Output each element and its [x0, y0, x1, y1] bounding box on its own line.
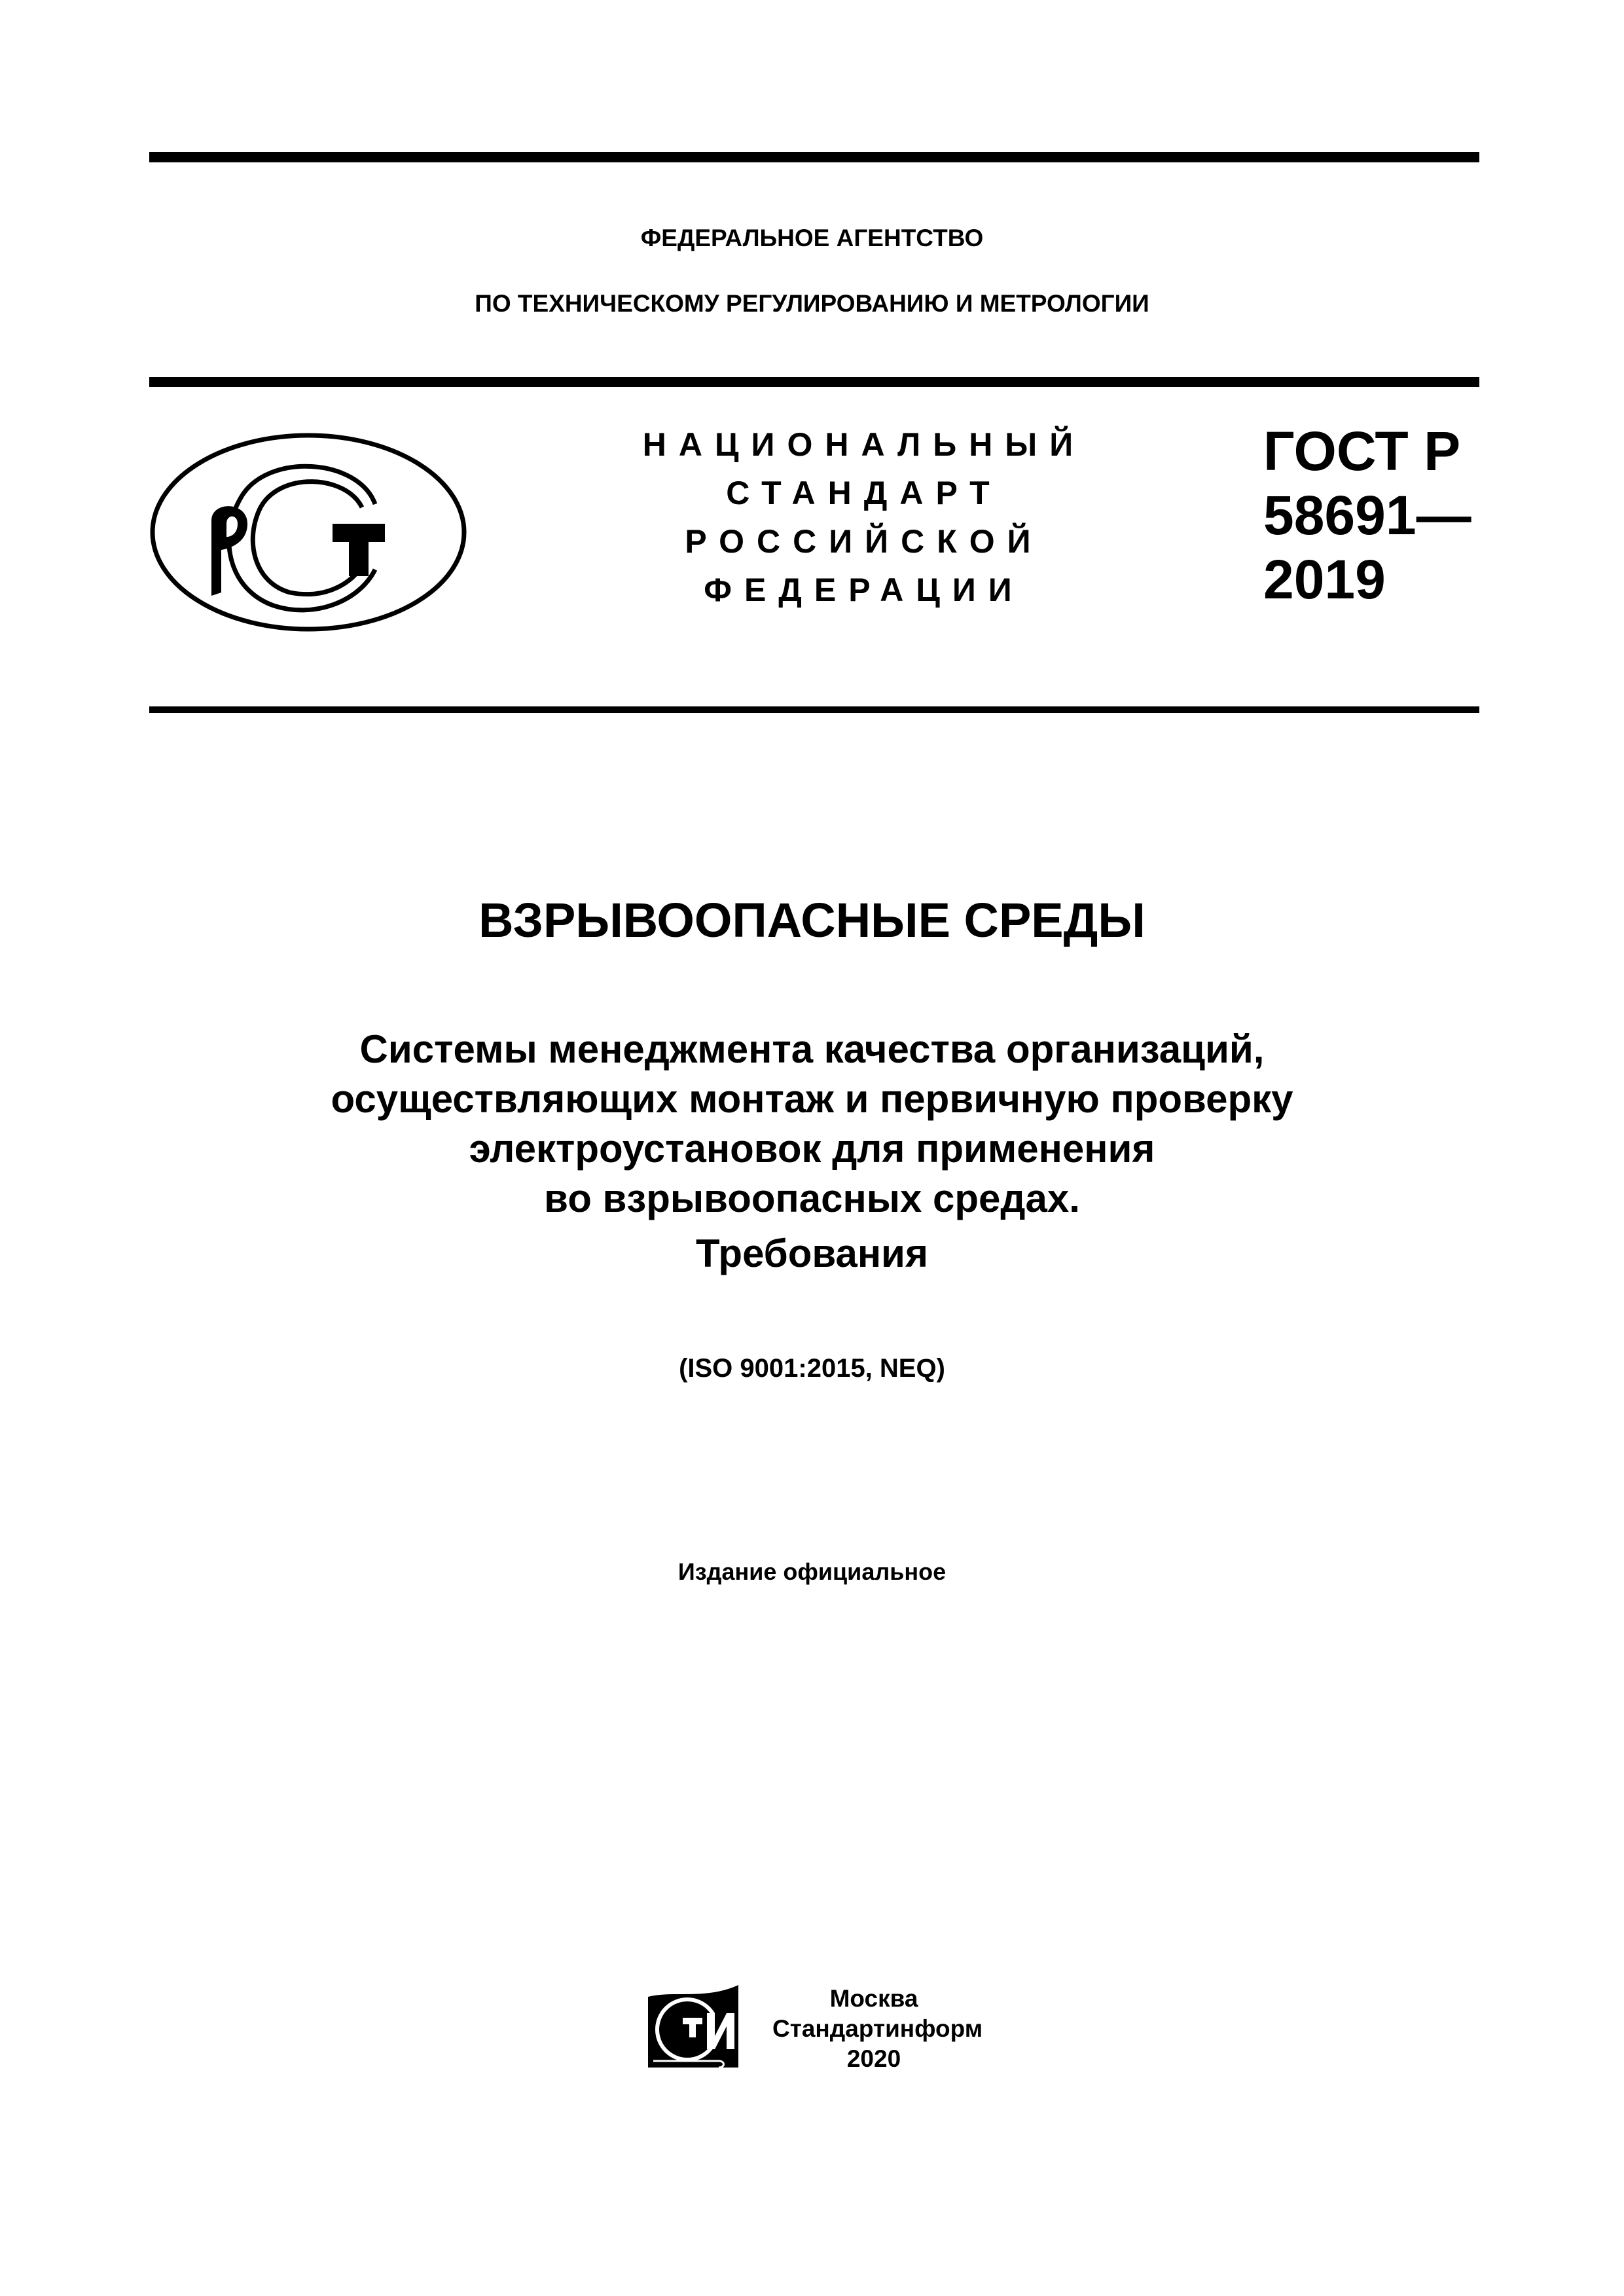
national-standard-line: НАЦИОНАЛЬНЫЙ: [642, 426, 1086, 463]
national-standard-line: РОССИЙСКОЙ: [685, 523, 1043, 560]
standartinform-logo-icon: [647, 1984, 742, 2070]
publisher-city: Москва: [829, 1985, 918, 2012]
iso-reference: (ISO 9001:2015, NEQ): [679, 1354, 945, 1383]
publisher-block: [772, 1984, 983, 2074]
designation-line: ГОСТ Р: [1263, 420, 1461, 482]
subtitle-line: электроустановок для применения: [469, 1127, 1155, 1171]
publisher-name: Стандартинформ: [772, 2015, 983, 2042]
document-subtitle: [0, 1025, 1624, 1279]
agency-line-1: ФЕДЕРАЛЬНОЕ АГЕНТСТВО: [640, 225, 984, 251]
rst-logo-icon: [149, 432, 467, 632]
designation-line: 2019: [1263, 549, 1386, 610]
header-bottom-rule: [149, 706, 1479, 713]
top-rule: [149, 152, 1479, 162]
document-title: ВЗРЫВООПАСНЫЕ СРЕДЫ: [478, 893, 1146, 947]
edition-label: Издание официальное: [677, 1558, 947, 1585]
publication-year: 2020: [846, 2045, 901, 2072]
national-standard-label: [628, 420, 1100, 614]
header-rule: [149, 377, 1479, 387]
standard-designation: [1263, 419, 1471, 611]
subtitle-line: Требования: [696, 1231, 928, 1275]
subtitle-line: во взрывоопасных средах.: [544, 1176, 1080, 1220]
agency-line-2: ПО ТЕХНИЧЕСКОМУ РЕГУЛИРОВАНИЮ И МЕТРОЛОГИИ: [475, 290, 1149, 317]
national-standard-line: СТАНДАРТ: [726, 475, 1002, 511]
national-standard-line: ФЕДЕРАЦИИ: [704, 572, 1024, 608]
subtitle-line: осуществляющих монтаж и первичную проверку: [331, 1077, 1293, 1121]
subtitle-line: Системы менеджмента качества организаций,: [359, 1027, 1265, 1071]
designation-line: 58691—: [1263, 484, 1471, 546]
